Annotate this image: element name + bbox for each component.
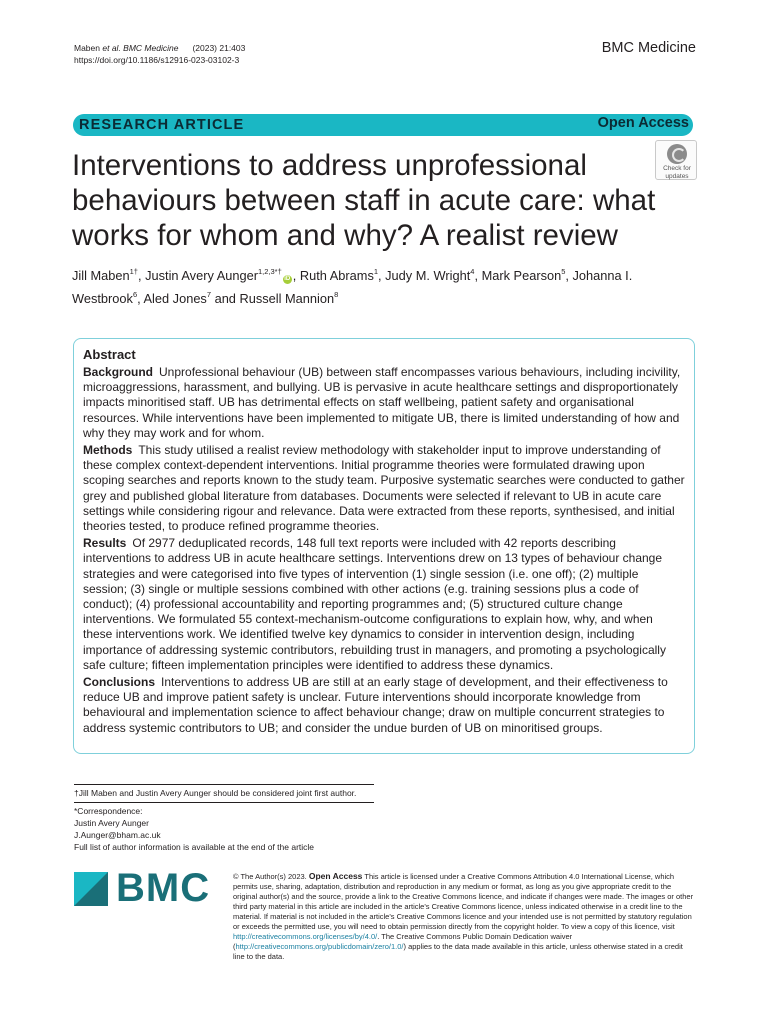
abstract-text: This study utilised a realist review methodology with stakeholder input to improve understanding of these complex context-dependent interventions. Initial programme theories were formulated drawing upon scoping searches and reports known to the study team. Purposive systematic searches were conducted to gather grey and published global literature from databases. Documents were selected if relevant to UB in acute care settings while considering rigour and relevance. Data were extracted from these reports, synthesised, and initial theories tested, to produce refined programme theories.: [83, 443, 685, 534]
abstract-text: Of 2977 deduplicated records, 148 full text reports were included with 42 reports describing interventions to address UB in acute healthcare settings. Interventions drew on 13 types of behaviour change strategies and were categorised into five types of intervention (1) single session (i.e. one off); (2) multiple session; (3) single or multiple sessions combined with other actions (e.g. training sessions plus a code of conduct); (4) professional accountability and reporting programmes and; (5) structured culture change interventions. We formulated 55 context-mechanism-outcome configurations to explain how, why, and when these interventions work. We identified twelve key dynamics to consider in intervention design, including importance of addressing systemic contributors, rebuilding trust in managers, and promoting a psychologically safe culture; fifteen implementation principles were identified to address these dynamics.: [83, 536, 666, 672]
abstract-label: Background: [83, 365, 154, 379]
abstract-label: Conclusions: [83, 675, 156, 690]
check-updates-icon: [667, 144, 687, 164]
abstract-text: Interventions to address UB are still at an early stage of development, and their effectiveness to reduce UB and improve patient safety is unclear. Future interventions should incorporate knowledge from behavioural and implementation science to affect behaviour change; draw on multiple concurrent strategies to address systemic contributors to UB; and consider the undue burden of UB on minoritised groups.: [83, 675, 668, 735]
author-affiliation: 1: [373, 267, 379, 276]
article-title: Interventions to address unprofessional behaviours between staff in acute care: what works for whom and why? A realist review: [72, 149, 656, 252]
abstract-methods: [83, 443, 685, 534]
citation-line: [74, 42, 245, 54]
license-body-2: . The Creative Commons Public Domain Dedication waiver (: [233, 932, 573, 951]
footnote-divider: [74, 784, 374, 785]
author-separator: ,: [137, 268, 146, 283]
license-body-3: ) applies to the data made available in this article, unless otherwise stated in a credit line to the data.: [233, 942, 683, 961]
correspondence-email[interactable]: J.Aunger@bham.ac.uk: [74, 830, 161, 840]
bmc-logo-icon: [74, 872, 108, 906]
orcid-icon[interactable]: iD: [284, 276, 291, 282]
author-name[interactable]: Ruth Abrams: [299, 268, 374, 283]
article-type-banner: [73, 114, 693, 136]
author-separator: ,: [474, 268, 482, 283]
open-access-label: Open Access: [597, 115, 689, 131]
article-type-label: RESEARCH ARTICLE: [79, 117, 245, 133]
author-name[interactable]: Aled Jones: [143, 290, 207, 306]
author-name[interactable]: Mark Pearson: [481, 268, 562, 283]
abstract-background: [83, 365, 685, 441]
abstract-results: [83, 536, 685, 673]
abstract-label: Methods: [83, 443, 133, 458]
check-updates-line2: updates: [665, 172, 689, 180]
author-affiliation: 7: [206, 289, 212, 299]
author-name[interactable]: Jill Maben: [72, 268, 130, 283]
author-name[interactable]: Russell Mannion: [239, 290, 335, 306]
journal-name: BMC Medicine: [601, 40, 696, 56]
check-updates-text: [656, 165, 698, 180]
author-name[interactable]: Justin Avery Aunger: [145, 268, 258, 283]
check-updates-line1: Check for: [663, 165, 691, 172]
header-authors: Maben: [74, 43, 100, 53]
license-link-cc0[interactable]: http://creativecommons.org/publicdomain/zero/1.0/: [235, 942, 404, 951]
abstract-conclusions: [83, 675, 685, 736]
license-body-1: This article is licensed under a Creative Commons Attribution 4.0 International License, which permits use, sharing, adaptation, distribution and reproduction in any medium or format, as long as you give appropriate credit to the original author(s) and the source, provide a link to the Creative Commons licence, and indicate if changes were made. The images or other third party material in this article are included in the article's Creative Commons licence, unless indicated otherwise in a credit line to the material. If material is not included in the article's Creative Commons licence and your intended use is not permitted by statutory regulation or exceeds the permitted use, you will need to obtain permission directly from the copyright holder. To view a copy of this licence, visit: [233, 872, 694, 931]
abstract-text: Unprofessional behaviour (UB) between staff encompasses various behaviours, including incivility, microaggressions, harassment, and bullying. UB is pervasive in acute healthcare settings and disproportionately impacts minoritised staff. UB has detrimental effects on staff wellbeing, patient safety and organisational resources. While interventions have been implemented to mitigate UB, there is limited understanding of how and why they may work and for whom.: [83, 365, 681, 440]
running-header: [74, 42, 245, 66]
check-for-updates-button[interactable]: [655, 140, 697, 180]
abstract-heading: Abstract: [83, 347, 136, 362]
correspondence-label: *Correspondence:: [74, 806, 143, 816]
abstract-label: Results: [83, 536, 127, 551]
author-affiliation: 1,2,3*†: [257, 267, 282, 276]
doi-link[interactable]: https://doi.org/10.1186/s12916-023-03102-3: [74, 55, 240, 65]
author-affiliation: 6: [132, 289, 138, 299]
bmc-logo-text: BMC: [116, 866, 211, 910]
correspondence-name: Justin Avery Aunger: [74, 818, 149, 828]
author-info-note: Full list of author information is available at the end of the article: [74, 842, 315, 852]
author-separator: ,: [378, 268, 386, 283]
footnote-divider: [74, 802, 374, 803]
joint-author-note: †Jill Maben and Justin Avery Aunger should be considered joint first author.: [74, 788, 357, 798]
author-separator: ,: [565, 268, 573, 283]
header-volume: (2023) 21:403: [192, 43, 246, 53]
abstract-box: [73, 338, 695, 754]
author-affiliation: 8: [334, 289, 339, 299]
license-link-cc-by[interactable]: http://creativecommons.org/licenses/by/4.0/: [233, 932, 378, 941]
author-separator: ,: [292, 268, 300, 283]
author-separator: and: [211, 290, 240, 306]
author-list: [72, 263, 696, 308]
author-affiliation: 4: [470, 267, 475, 276]
license-open-access: Open Access: [308, 871, 363, 881]
header-journal-italic: et al. BMC Medicine: [102, 43, 179, 53]
author-name[interactable]: Judy M. Wright: [385, 268, 471, 283]
author-affiliation: 1†: [129, 267, 138, 276]
author-name[interactable]: Johanna I. Westbrook: [72, 268, 633, 306]
license-copyright: © The Author(s) 2023.: [233, 872, 307, 881]
license-statement: [233, 871, 695, 962]
footnotes: [74, 784, 380, 853]
author-separator: ,: [137, 290, 144, 306]
author-affiliation: 5: [561, 267, 566, 276]
